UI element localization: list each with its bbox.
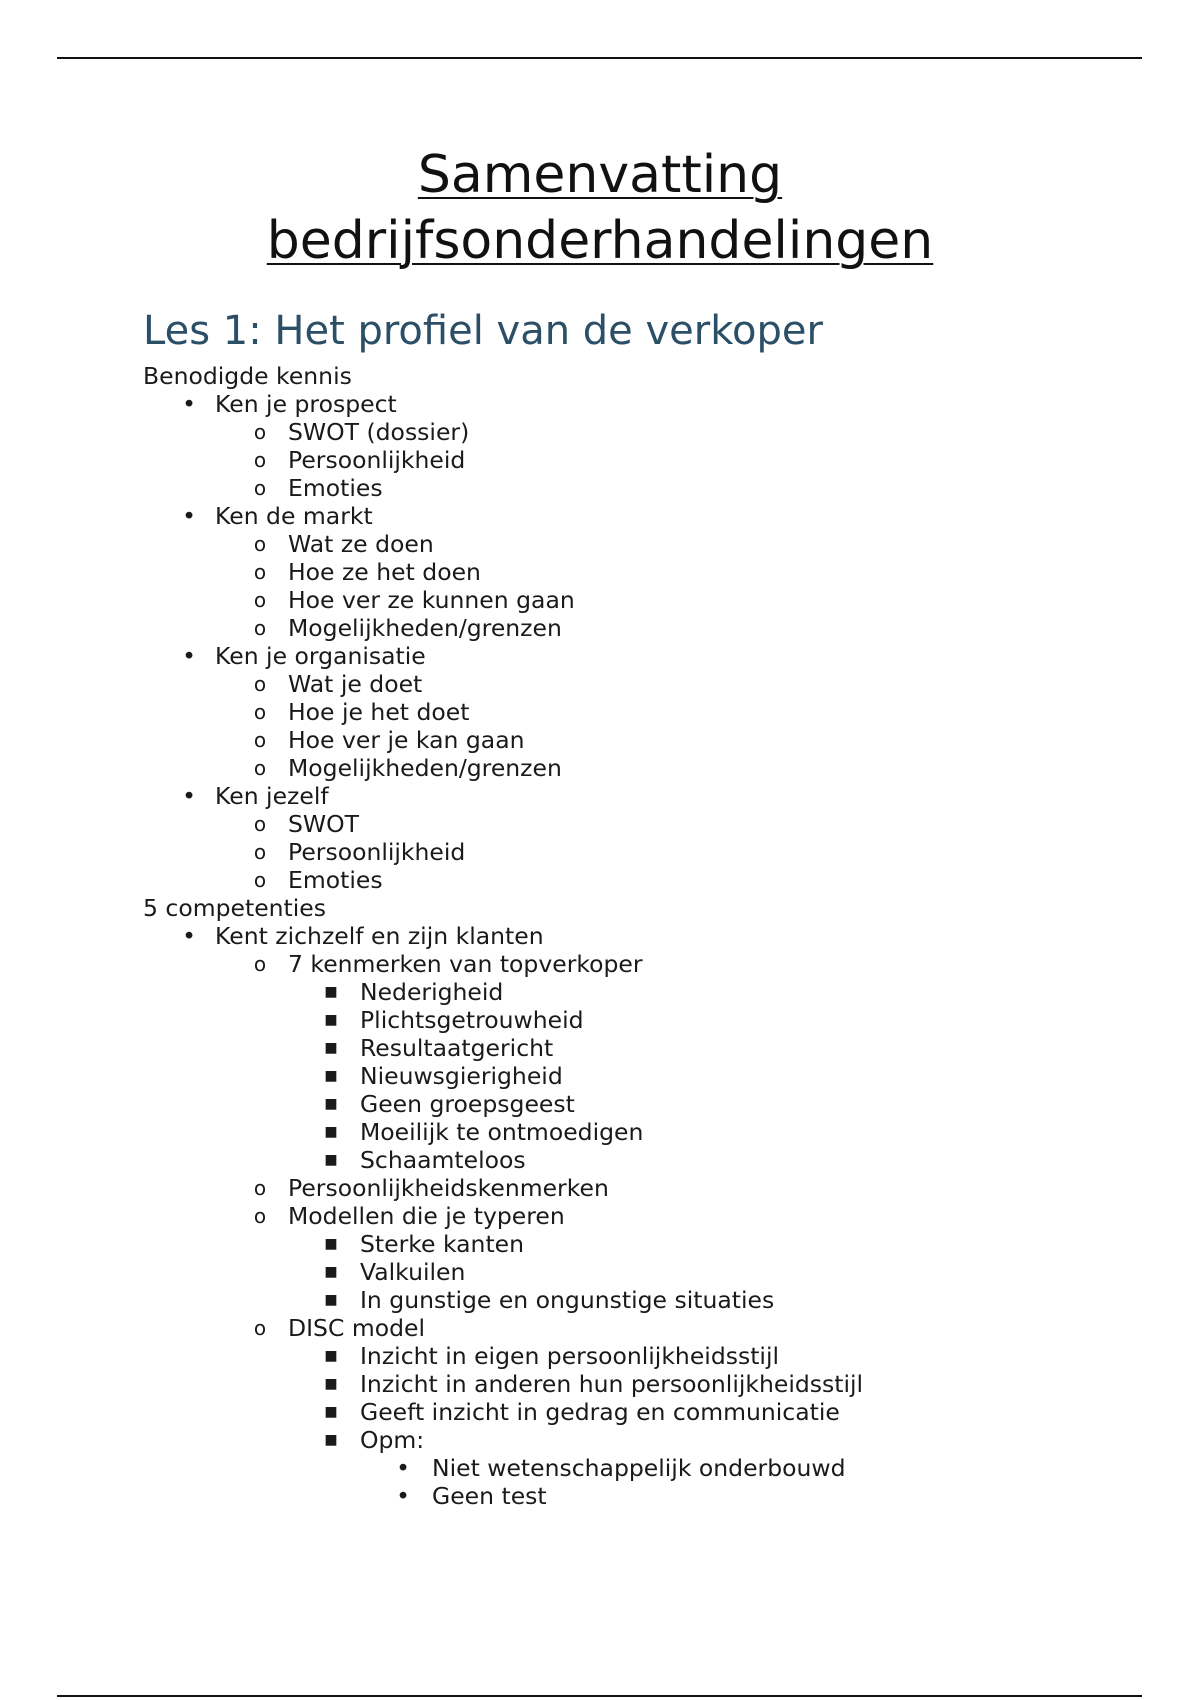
list-item [143,838,1143,866]
circle-bullet-icon: o [253,532,267,556]
bullet-icon: • [396,1454,410,1482]
list-item [143,642,1143,782]
list-item-label: Geen test [432,1482,547,1510]
page-title [0,142,1200,274]
list-item-label: 7 kenmerken van topverkoper [288,950,643,978]
list-item [143,558,1143,586]
list-item [143,474,1143,502]
bullet-icon: • [396,1482,410,1510]
list-item-label: Inzicht in eigen persoonlijkheidsstijl [360,1342,780,1370]
title-line-1: Samenvatting [417,145,783,205]
list-item [143,1062,1143,1090]
list-item [143,670,1143,698]
square-bullet-icon: ■ [324,1152,338,1168]
circle-bullet-icon: o [253,1176,267,1200]
list-item-label: Emoties [288,866,383,894]
bullet-icon: • [182,782,196,810]
list-item [143,1454,1143,1482]
list-item [143,698,1143,726]
kennis-list [143,390,1143,894]
section-label-benodigde-kennis: Benodigde kennis [143,362,352,390]
circle-bullet-icon: o [253,700,267,724]
list-item-label: Hoe ver ze kunnen gaan [288,586,575,614]
list-item-label: Resultaatgericht [360,1034,554,1062]
list-item [143,1342,1143,1370]
circle-bullet-icon: o [253,672,267,696]
circle-bullet-icon: o [253,952,267,976]
bullet-icon: • [182,922,196,950]
circle-bullet-icon: o [253,756,267,780]
title-line-2: bedrijfsonderhandelingen [266,211,934,271]
list-item-label: Persoonlijkheidskenmerken [288,1174,609,1202]
list-item [143,922,1143,1510]
list-item-label: Ken jezelf [215,782,329,810]
list-item-label: Hoe ze het doen [288,558,481,586]
list-item-label: In gunstige en ongunstige situaties [360,1286,775,1314]
square-bullet-icon: ■ [324,984,338,1000]
circle-bullet-icon: o [253,476,267,500]
list-item-label: Hoe ver je kan gaan [288,726,525,754]
list-item [143,1482,1143,1510]
square-bullet-icon: ■ [324,1404,338,1420]
list-item-label: Nieuwsgierigheid [360,1062,563,1090]
list-item [143,1006,1143,1034]
bullet-icon: • [182,502,196,530]
circle-bullet-icon: o [253,560,267,584]
bullet-icon: • [182,642,196,670]
list-item [143,1426,1143,1510]
circle-bullet-icon: o [253,868,267,892]
list-item [143,866,1143,894]
list-item-label: Opm: [360,1426,425,1454]
list-item-label: Plichtsgetrouwheid [360,1006,584,1034]
list-item-label: Sterke kanten [360,1230,525,1258]
list-item [143,1202,1143,1314]
list-item [143,978,1143,1006]
list-item [143,1090,1143,1118]
circle-bullet-icon: o [253,420,267,444]
list-item-label: Wat ze doen [288,530,434,558]
list-item-label: Modellen die je typeren [288,1202,565,1230]
bottom-rule [57,1695,1142,1697]
list-item-label: Ken je prospect [215,390,397,418]
circle-bullet-icon: o [253,1316,267,1340]
list-item-label: Emoties [288,474,383,502]
list-item [143,530,1143,558]
list-item [143,446,1143,474]
circle-bullet-icon: o [253,616,267,640]
section-label-competenties: 5 competenties [143,894,326,922]
list-item [143,782,1143,894]
bullet-icon: • [182,390,196,418]
list-item-label: Geen groepsgeest [360,1090,575,1118]
list-item-label: DISC model [288,1314,425,1342]
square-bullet-icon: ■ [324,1236,338,1252]
square-bullet-icon: ■ [324,1432,338,1448]
square-bullet-icon: ■ [324,1124,338,1140]
list-item [143,1230,1143,1258]
square-bullet-icon: ■ [324,1040,338,1056]
square-bullet-icon: ■ [324,1264,338,1280]
list-item [143,1174,1143,1202]
list-item-label: Valkuilen [360,1258,466,1286]
list-item-label: Moeilijk te ontmoedigen [360,1118,644,1146]
square-bullet-icon: ■ [324,1068,338,1084]
list-item-label: Hoe je het doet [288,698,470,726]
circle-bullet-icon: o [253,448,267,472]
list-item-label: Kent zichzelf en zijn klanten [215,922,544,950]
circle-bullet-icon: o [253,840,267,864]
list-item [143,1370,1143,1398]
list-item-label: Niet wetenschappelijk onderbouwd [432,1454,846,1482]
top-rule [57,57,1142,59]
circle-bullet-icon: o [253,588,267,612]
square-bullet-icon: ■ [324,1292,338,1308]
list-item [143,418,1143,446]
list-item [143,726,1143,754]
square-bullet-icon: ■ [324,1012,338,1028]
square-bullet-icon: ■ [324,1376,338,1392]
list-item-label: Persoonlijkheid [288,446,466,474]
circle-bullet-icon: o [253,812,267,836]
list-item [143,810,1143,838]
square-bullet-icon: ■ [324,1348,338,1364]
list-item [143,1258,1143,1286]
list-item-label: SWOT [288,810,360,838]
list-item [143,614,1143,642]
list-item [143,390,1143,502]
list-item [143,1034,1143,1062]
document-body [143,362,1143,1510]
list-item-label: Mogelijkheden/grenzen [288,754,562,782]
list-item [143,1314,1143,1510]
list-item-label: Ken de markt [215,502,373,530]
competenties-list [143,922,1143,1510]
list-item-label: Schaamteloos [360,1146,526,1174]
list-item [143,586,1143,614]
list-item-label: Geeft inzicht in gedrag en communicatie [360,1398,840,1426]
list-item-label: Inzicht in anderen hun persoonlijkheidsstijl [360,1370,864,1398]
list-item [143,1398,1143,1426]
list-item-label: Mogelijkheden/grenzen [288,614,562,642]
square-bullet-icon: ■ [324,1096,338,1112]
circle-bullet-icon: o [253,1204,267,1228]
list-item [143,950,1143,1174]
list-item [143,1286,1143,1314]
list-item [143,754,1143,782]
list-item-label: Ken je organisatie [215,642,426,670]
list-item [143,1118,1143,1146]
list-item [143,502,1143,642]
section-heading: Les 1: Het profiel van de verkoper [143,308,823,354]
list-item-label: Persoonlijkheid [288,838,466,866]
list-item-label: Nederigheid [360,978,504,1006]
circle-bullet-icon: o [253,728,267,752]
list-item-label: Wat je doet [288,670,423,698]
list-item [143,1146,1143,1174]
list-item-label: SWOT (dossier) [288,418,470,446]
